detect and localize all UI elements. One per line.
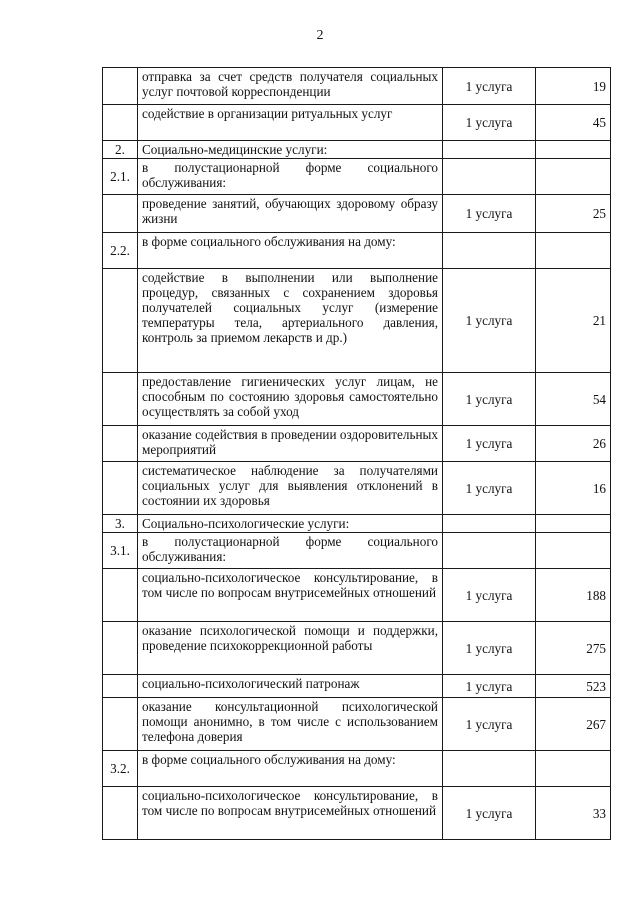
row-number: 3.1. xyxy=(103,533,138,569)
row-number xyxy=(103,426,138,462)
service-unit: 1 услуга xyxy=(443,105,536,141)
table-row xyxy=(103,675,611,698)
service-price xyxy=(536,233,611,269)
subsection-title: в форме социального обслуживания на дому: xyxy=(138,751,443,787)
service-description: отправка за счет средств получателя социальных услуг почтовой корреспонденции xyxy=(138,68,443,105)
table-row xyxy=(103,105,611,141)
service-price: 21 xyxy=(536,269,611,373)
row-number: 3.2. xyxy=(103,751,138,787)
page-number: 2 xyxy=(316,28,324,43)
service-description: оказание содействия в проведении оздоровительных мероприятий xyxy=(138,426,443,462)
section-row xyxy=(103,141,611,159)
subsection-row xyxy=(103,159,611,195)
service-price xyxy=(536,533,611,569)
service-unit: 1 услуга xyxy=(443,462,536,515)
row-number xyxy=(103,462,138,515)
service-description: содействие в организации ритуальных услуг xyxy=(138,105,443,141)
service-unit xyxy=(443,515,536,533)
row-number xyxy=(103,569,138,622)
row-number xyxy=(103,269,138,373)
service-price: 25 xyxy=(536,195,611,233)
service-unit: 1 услуга xyxy=(443,195,536,233)
table-row xyxy=(103,569,611,622)
service-price: 54 xyxy=(536,373,611,426)
service-description: предоставление гигиенических услуг лицам, не способным по состоянию здоровья самостоятельно осуществлять за собой уход xyxy=(138,373,443,426)
service-price: 45 xyxy=(536,105,611,141)
service-price xyxy=(536,751,611,787)
subsection-row xyxy=(103,233,611,269)
table-row xyxy=(103,373,611,426)
row-number xyxy=(103,698,138,751)
subsection-title: в полустационарной форме социального обслуживания: xyxy=(138,533,443,569)
service-description: оказание психологической помощи и поддержки, проведение психокоррекционной работы xyxy=(138,622,443,675)
subsection-title: в полустационарной форме социального обслуживания: xyxy=(138,159,443,195)
service-unit xyxy=(443,233,536,269)
table-row xyxy=(103,68,611,105)
service-unit: 1 услуга xyxy=(443,269,536,373)
service-unit: 1 услуга xyxy=(443,698,536,751)
row-number xyxy=(103,105,138,141)
service-price: 523 xyxy=(536,675,611,698)
table-row xyxy=(103,622,611,675)
service-price: 26 xyxy=(536,426,611,462)
service-unit: 1 услуга xyxy=(443,68,536,105)
row-number: 2. xyxy=(103,141,138,159)
row-number xyxy=(103,68,138,105)
table-row xyxy=(103,426,611,462)
service-description: социально-психологическое консультирование, в том числе по вопросам внутрисемейных отношений xyxy=(138,569,443,622)
service-description: социально-психологическое консультирование, в том числе по вопросам внутрисемейных отношений xyxy=(138,787,443,840)
service-price xyxy=(536,515,611,533)
service-price: 16 xyxy=(536,462,611,515)
service-price: 275 xyxy=(536,622,611,675)
subsection-row xyxy=(103,751,611,787)
table-row xyxy=(103,195,611,233)
row-number xyxy=(103,373,138,426)
service-unit: 1 услуга xyxy=(443,675,536,698)
table-row xyxy=(103,787,611,840)
service-description: систематическое наблюдение за получателями социальных услуг для выявления отклонений в состоянии их здоровья xyxy=(138,462,443,515)
section-title: Социально-медицинские услуги: xyxy=(138,141,443,159)
row-number xyxy=(103,675,138,698)
row-number xyxy=(103,787,138,840)
section-title: Социально-психологические услуги: xyxy=(138,515,443,533)
subsection-title: в форме социального обслуживания на дому: xyxy=(138,233,443,269)
table-row xyxy=(103,462,611,515)
services-price-table xyxy=(102,67,611,840)
service-price xyxy=(536,141,611,159)
service-price: 267 xyxy=(536,698,611,751)
service-unit: 1 услуга xyxy=(443,426,536,462)
table-row xyxy=(103,698,611,751)
row-number: 2.2. xyxy=(103,233,138,269)
service-unit: 1 услуга xyxy=(443,373,536,426)
service-description: оказание консультационной психологической помощи анонимно, в том числе с использованием телефона доверия xyxy=(138,698,443,751)
service-unit xyxy=(443,159,536,195)
service-price: 19 xyxy=(536,68,611,105)
table-row xyxy=(103,269,611,373)
service-description: социально-психологический патронаж xyxy=(138,675,443,698)
row-number: 2.1. xyxy=(103,159,138,195)
service-description: проведение занятий, обучающих здоровому образу жизни xyxy=(138,195,443,233)
service-unit xyxy=(443,533,536,569)
service-unit xyxy=(443,141,536,159)
service-description: содействие в выполнении или выполнение процедур, связанных с сохранением здоровья получателей социальных услуг (измерение температуры тела, артериального давления, контроль за приемом лекарств и др.) xyxy=(138,269,443,373)
service-price: 33 xyxy=(536,787,611,840)
row-number: 3. xyxy=(103,515,138,533)
service-unit: 1 услуга xyxy=(443,569,536,622)
subsection-row xyxy=(103,533,611,569)
row-number xyxy=(103,622,138,675)
service-unit: 1 услуга xyxy=(443,622,536,675)
section-row xyxy=(103,515,611,533)
service-unit xyxy=(443,751,536,787)
service-unit: 1 услуга xyxy=(443,787,536,840)
service-price: 188 xyxy=(536,569,611,622)
row-number xyxy=(103,195,138,233)
service-price xyxy=(536,159,611,195)
